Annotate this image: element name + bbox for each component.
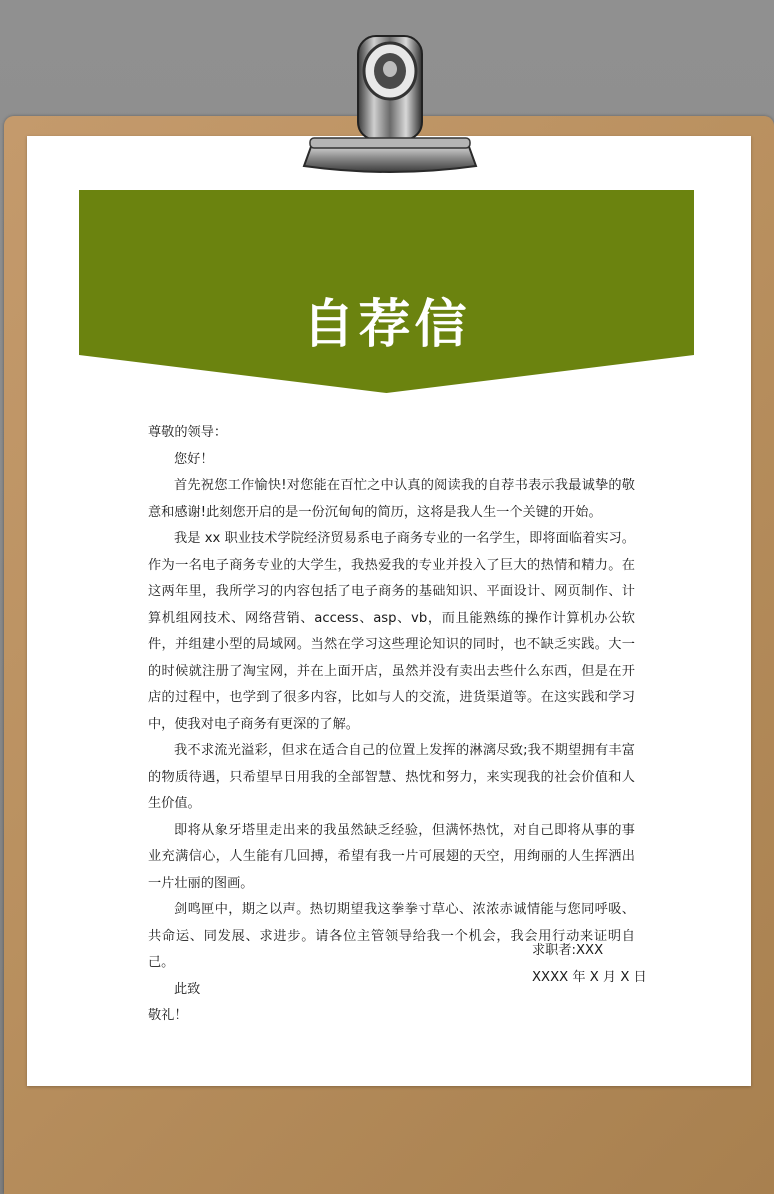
paragraph-2: 我是 xx 职业技术学院经济贸易系电子商务专业的一名学生，即将面临着实习。作为一名电子商务专业的大学生，我热爱我的专业并投入了巨大的热情和精力。在这两年里，我所学习的内容包括了电子商务的基础知识、平面设计、网页制作、计算机组网技术、网络营销、access、asp、vb，而且能熟练的操作计算机办公软件，并组建小型的局域网。当然在学习这些理论知识的同时，也不缺乏实践。大一的时候就注册了淘宝网，并在上面开店，虽然并没有卖出去些什么东西，但是在开店的过程中，也学到了很多内容，比如与人的交流，进货渠道等。在这实践和学习中，使我对电子商务有更深的了解。	[148, 531, 635, 732]
page-title: 自荐信	[302, 295, 471, 355]
regards: 敬礼！	[148, 1008, 188, 1023]
paragraph-4: 即将从象牙塔里走出来的我虽然缺乏经验，但满怀热忱，对自己即将从事的事业充满信心，人生能有几回搏，希望有我一片可展翅的天空，用绚丽的人生挥洒出一片壮丽的图画。	[148, 822, 635, 891]
signature: 求职者:XXX	[532, 943, 604, 958]
paragraph-5: 剑鸣匣中，期之以声。热切期望我这拳拳寸草心、浓浓赤诚情能与您同呼吸、共命运、同发展、求进步。请各位主管领导给我一个机会，我会用行动来证明自己。	[148, 902, 635, 970]
closing: 此致	[174, 981, 201, 997]
paragraph-3: 我不求流光溢彩，但求在适合自己的位置上发挥的淋漓尽致;我不期望拥有丰富的物质待遇，只希望早日用我的全部智慧、热忱和努力，来实现我的社会价值和人生价值。	[148, 743, 635, 811]
salutation: 尊敬的领导：	[148, 425, 228, 440]
binder-clip-icon	[300, 26, 480, 178]
signature-block	[532, 938, 647, 991]
greeting: 您好！	[174, 451, 214, 467]
paragraph-1: 首先祝您工作愉快!对您能在百忙之中认真的阅读我的自荐书表示我最诚挚的敬意和感谢!此刻您开启的是一份沉甸甸的简历，这将是我人生一个关键的开始。	[148, 478, 635, 520]
date: XXXX 年 X 月 X 日	[532, 969, 647, 985]
